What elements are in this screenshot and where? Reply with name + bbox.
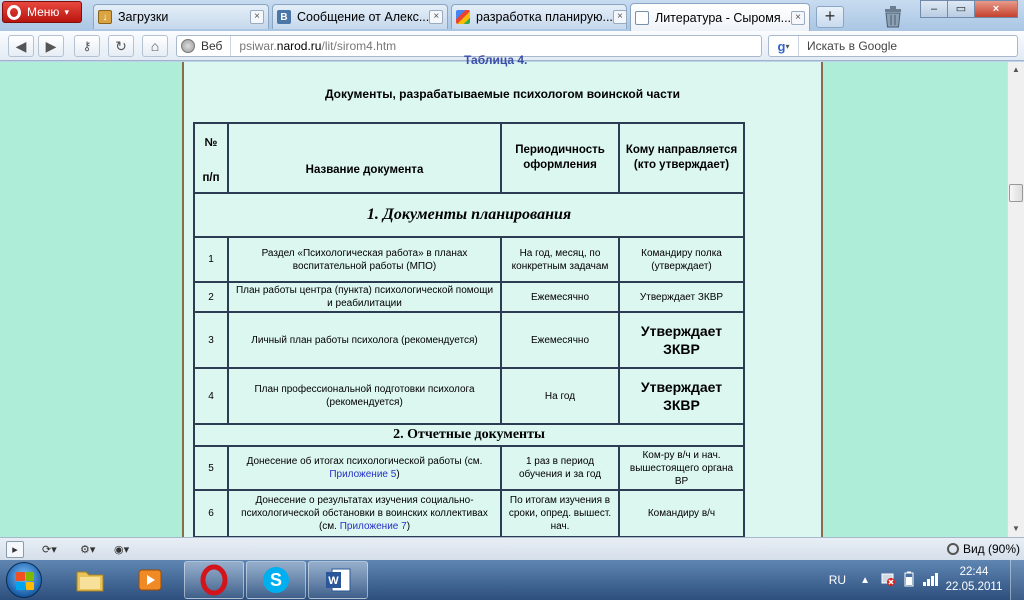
home-icon[interactable]: ⌂ [142, 35, 168, 57]
tab-label: Сообщение от Алекс... [297, 10, 430, 24]
google-icon [456, 10, 470, 24]
scroll-down-icon[interactable]: ▼ [1012, 524, 1020, 533]
vk-icon: B [277, 10, 291, 24]
tab-label: Литература - Сыромя... [655, 10, 792, 25]
row-recipient: Утверждает ЗКВР [619, 282, 744, 312]
documents-table [193, 122, 745, 558]
row-document: Донесение об итогах психологической работы (см. Приложение 5) [228, 446, 501, 490]
page-viewport [0, 53, 1007, 537]
taskbar-media-player[interactable] [120, 561, 180, 599]
row-number: 6 [194, 490, 228, 537]
close-tab-icon[interactable]: × [791, 11, 805, 25]
table-header-row [194, 123, 744, 193]
table-row [194, 282, 744, 312]
page-icon [635, 11, 649, 25]
row-number: 1 [194, 237, 228, 282]
tab-google-search[interactable] [451, 4, 627, 29]
tab-literature-active[interactable] [630, 3, 810, 31]
windows-logo-icon [16, 572, 34, 590]
row-recipient: Ком-ру в/ч и нач. вышестоящего органа ВР [619, 446, 744, 490]
clock-time: 22:44 [959, 566, 989, 578]
signal-icon[interactable] [922, 572, 940, 589]
content-column [182, 53, 823, 537]
zoom-label: Вид (90%) [962, 542, 1020, 556]
tab-vk-message[interactable] [272, 4, 448, 29]
close-tab-icon[interactable]: × [429, 10, 443, 24]
tab-downloads[interactable] [93, 4, 269, 29]
opera-icon [200, 565, 228, 595]
web-label: Веб [201, 39, 223, 53]
system-tray [829, 560, 1024, 600]
panel-toggle-icon[interactable]: ▸ [6, 541, 24, 558]
row-number: 4 [194, 368, 228, 424]
trash-icon[interactable] [882, 4, 904, 28]
appendix-link[interactable]: Приложение 7 [339, 521, 407, 533]
folder-icon [75, 567, 105, 593]
globe-icon [181, 39, 195, 53]
window-controls [921, 0, 1018, 20]
taskbar-explorer[interactable] [60, 561, 120, 599]
reload-icon[interactable]: ↻ [108, 35, 134, 57]
row-period: Ежемесячно [501, 282, 619, 312]
word-icon [324, 566, 352, 594]
taskbar-word[interactable] [308, 561, 368, 599]
status-bar [0, 537, 1024, 560]
row-number: 3 [194, 312, 228, 368]
table-row [194, 312, 744, 368]
taskbar-skype[interactable] [246, 561, 306, 599]
svg-text:W: W [328, 575, 339, 587]
web-badge[interactable] [177, 36, 231, 56]
show-hidden-icons-icon[interactable]: ▲ [860, 574, 870, 586]
chevron-down-icon: ▾ [64, 6, 69, 17]
row-number: 2 [194, 282, 228, 312]
table-row [194, 368, 744, 424]
row-document: План работы центра (пункта) психологической помощи и реабилитации [228, 282, 501, 312]
svg-text:S: S [269, 570, 283, 590]
table-row [194, 490, 744, 537]
row-period: Ежемесячно [501, 312, 619, 368]
back-icon[interactable]: ◀ [8, 35, 34, 57]
skype-icon [261, 565, 291, 595]
row-number: 5 [194, 446, 228, 490]
unite-icon[interactable]: ⚙▾ [80, 544, 96, 556]
table-caption: Таблица 4. [464, 53, 528, 67]
row-period: 1 раз в период обучения и за год [501, 446, 619, 490]
header-period: Периодичность оформления [501, 123, 619, 193]
url-text[interactable]: psiwar.narod.ru/lit/sirom4.htm [239, 39, 397, 53]
row-recipient: Утверждает ЗКВР [619, 312, 744, 368]
opera-logo-icon [7, 5, 21, 20]
row-document: Донесение о результатах изучения социально-психологической обстановки в воинских коллективах (см. Приложение 7) [228, 490, 501, 537]
section-title: 1. Документы планирования [194, 193, 744, 237]
section-row [194, 424, 744, 446]
row-recipient: Командиру в/ч [619, 490, 744, 537]
row-period: По итогам изучения в сроки, опред. вышест. нач. [501, 490, 619, 537]
header-name: Название документа [228, 123, 501, 193]
search-field[interactable] [768, 35, 1018, 57]
section-title: 2. Отчетные документы [194, 424, 744, 446]
scroll-thumb[interactable] [1009, 184, 1023, 202]
zoom-icon [947, 543, 959, 555]
download-icon: ↓ [98, 10, 112, 24]
close-tab-icon[interactable]: × [250, 10, 264, 24]
section-row [194, 193, 744, 237]
close-tab-icon[interactable]: × [613, 10, 627, 24]
windows-taskbar [0, 560, 1024, 600]
maximize-icon[interactable]: ▭ [947, 0, 975, 18]
opera-menu-button[interactable] [2, 1, 82, 23]
header-number: № п/п [194, 123, 228, 193]
forward-icon[interactable]: ▶ [38, 35, 64, 57]
sync-icon[interactable]: ⟳▾ [42, 544, 57, 556]
table-row [194, 237, 744, 282]
search-placeholder: Искать в Google [807, 39, 898, 53]
scroll-up-icon[interactable]: ▲ [1012, 65, 1020, 74]
speed-dial-icon[interactable]: ◉▾ [114, 544, 130, 556]
menu-label: Меню [27, 5, 60, 19]
zoom-control[interactable] [947, 540, 1020, 558]
battery-icon[interactable] [904, 571, 914, 590]
new-tab-button[interactable]: + [816, 6, 844, 28]
tab-bar [0, 0, 1024, 31]
network-error-icon[interactable] [880, 571, 896, 590]
row-document: Личный план работы психолога (рекомендуется) [228, 312, 501, 368]
google-search-engine-icon[interactable]: g ▾ [769, 36, 799, 56]
language-indicator[interactable]: RU [828, 573, 847, 587]
clock-date: 22.05.2011 [945, 581, 1003, 593]
row-period: На год, месяц, по конкретным задачам [501, 237, 619, 282]
row-period: На год [501, 368, 619, 424]
table-row [194, 446, 744, 490]
key-icon[interactable]: ⚷ [74, 35, 100, 57]
appendix-link[interactable]: Приложение 5 [329, 469, 397, 481]
clock[interactable] [944, 565, 1004, 595]
tab-label: Загрузки [118, 10, 169, 24]
header-recipient: Кому направляется (кто утверждает) [619, 123, 744, 193]
row-document: План профессиональной подготовки психолога (рекомендуется) [228, 368, 501, 424]
media-player-icon [137, 567, 163, 593]
show-desktop-button[interactable] [1010, 560, 1024, 600]
row-recipient: Командиру полка (утверждает) [619, 237, 744, 282]
row-recipient: Утверждает ЗКВР [619, 368, 744, 424]
minimize-icon[interactable]: – [920, 0, 948, 18]
row-document: Раздел «Психологическая работа» в планах воспитательной работы (МПО) [228, 237, 501, 282]
page-heading: Документы, разрабатываемые психологом воинской части [324, 87, 681, 101]
close-window-icon[interactable]: × [974, 0, 1018, 18]
start-button[interactable] [6, 562, 42, 598]
vertical-scrollbar[interactable] [1007, 62, 1024, 537]
tab-label: разработка планирую... [476, 10, 613, 24]
taskbar-opera[interactable] [184, 561, 244, 599]
